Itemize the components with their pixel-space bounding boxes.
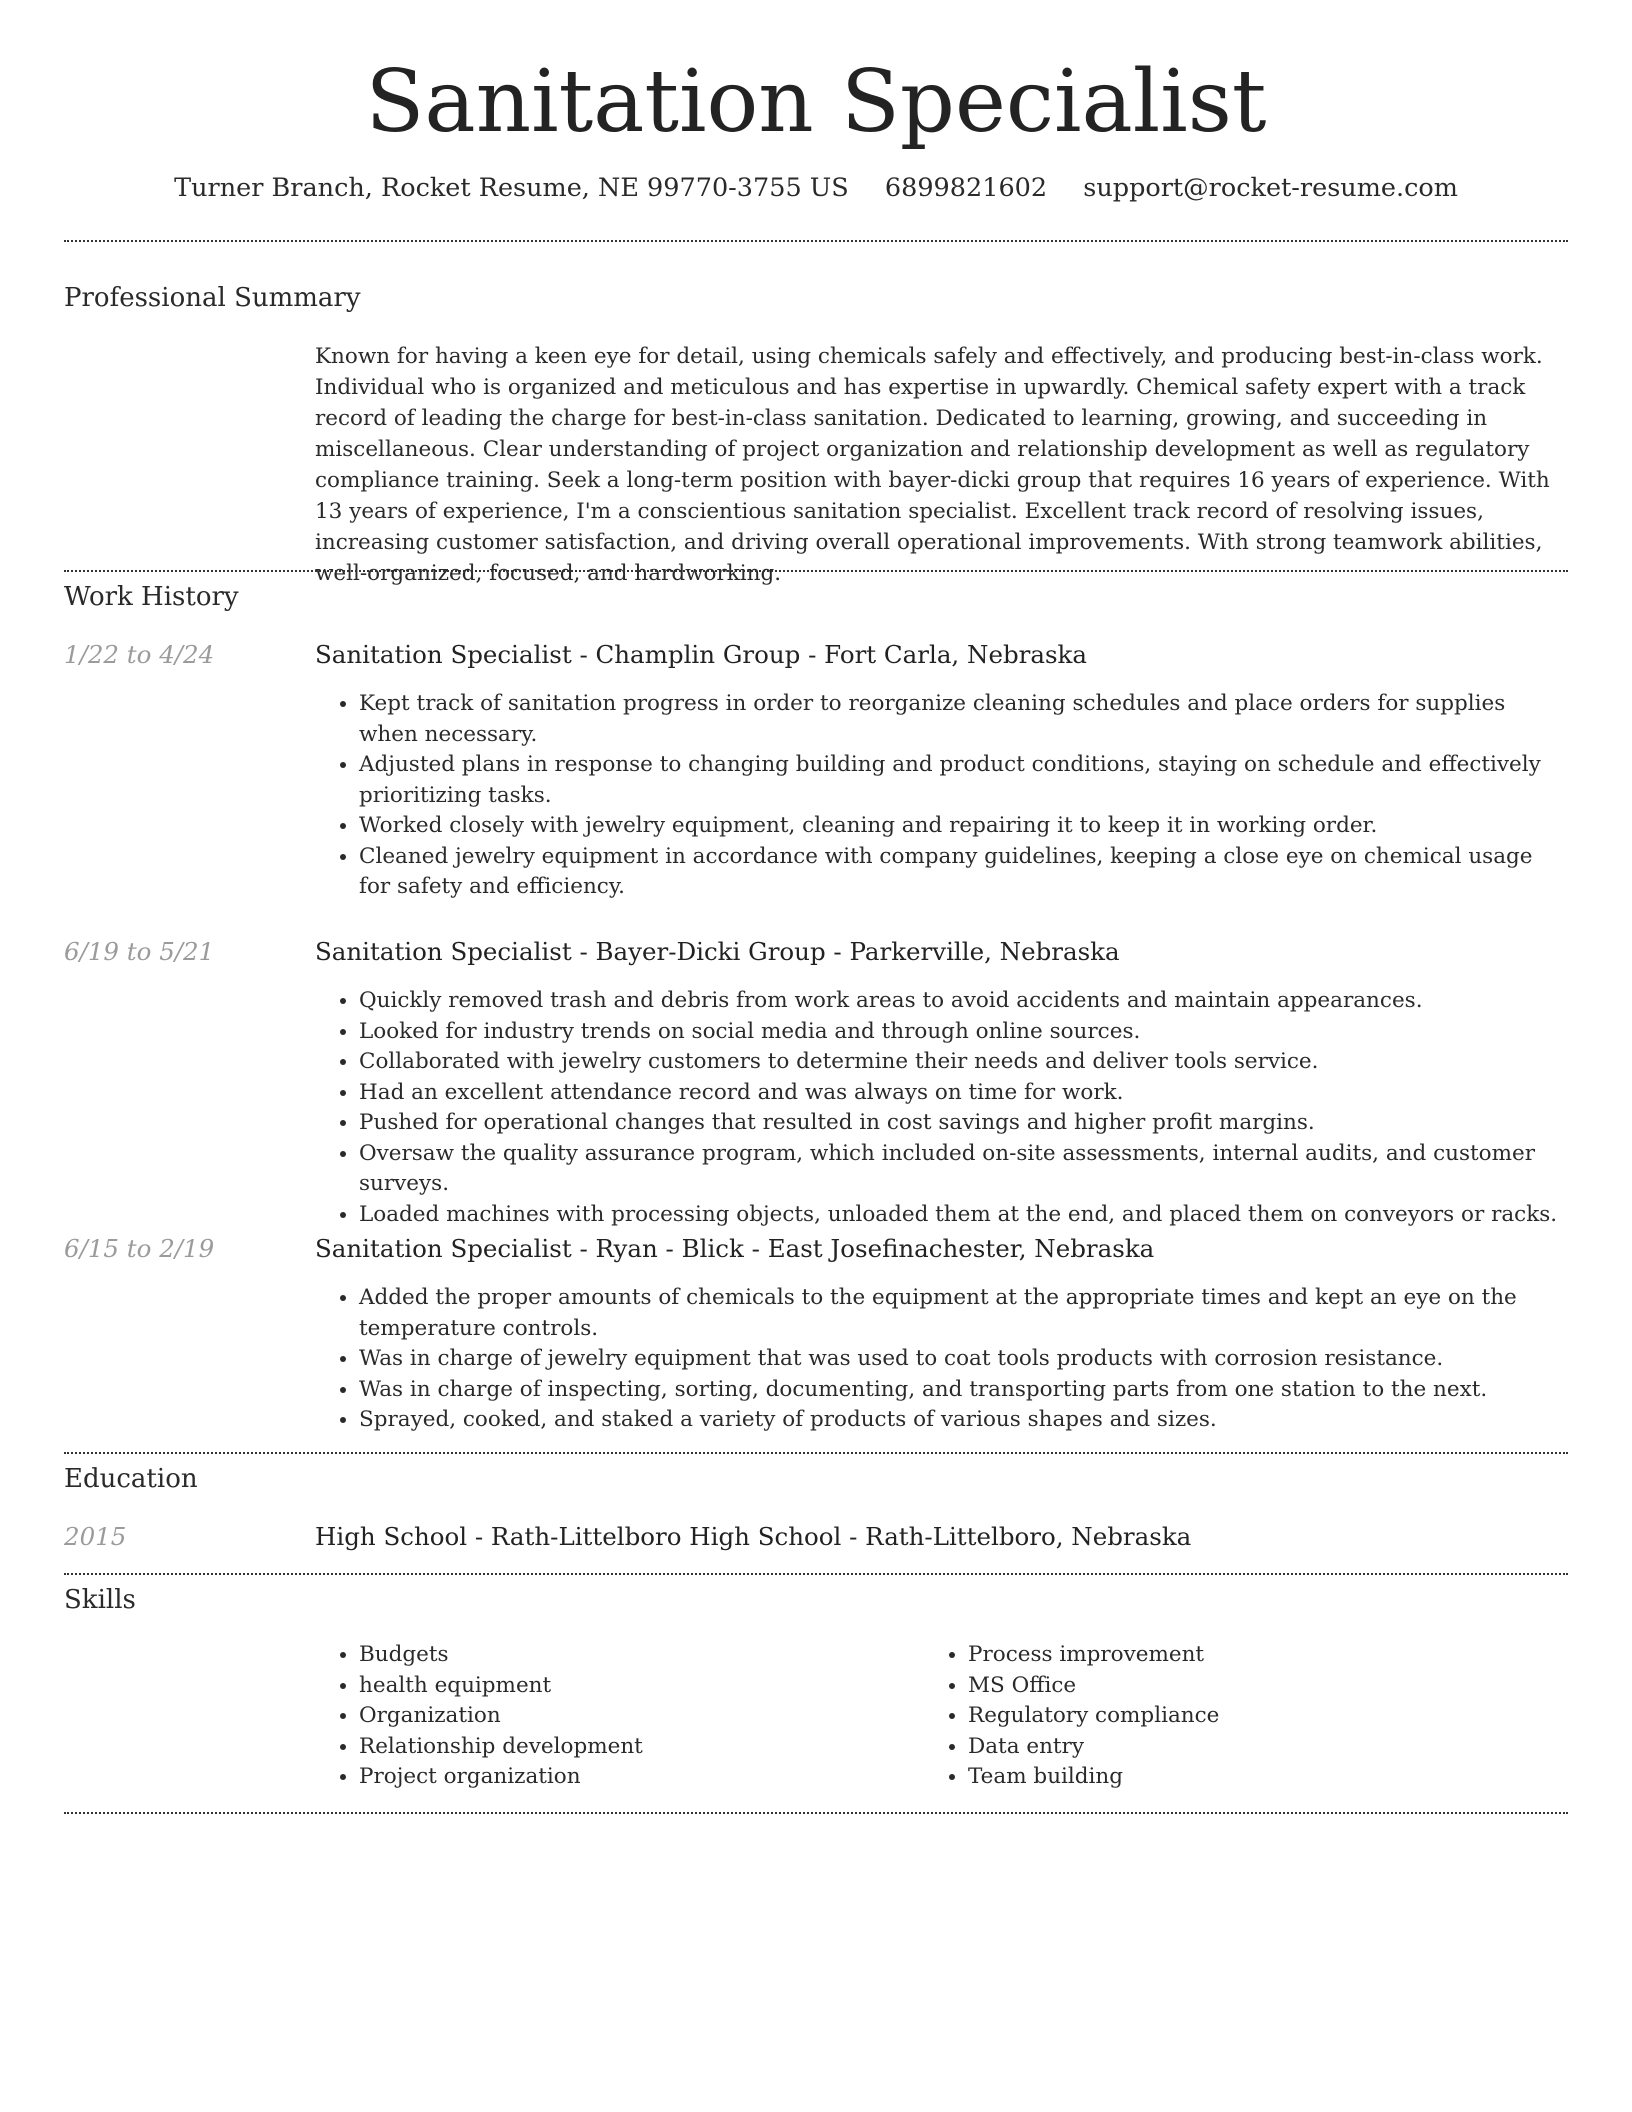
contact-email: support@rocket-resume.com — [1083, 173, 1458, 203]
contact-address: Turner Branch, Rocket Resume, NE 99770-3755 US — [174, 173, 849, 203]
contact-line — [0, 170, 1632, 206]
skill-item: • health equipment — [359, 1671, 875, 1702]
education-year: 2015 — [64, 1522, 127, 1551]
job-title: Sanitation Specialist - Bayer-Dicki Group - Parkerville, Nebraska — [315, 937, 1120, 966]
skill-item: • Data entry — [968, 1732, 1484, 1763]
job-dates: 6/19 to 5/21 — [64, 937, 215, 966]
skill-item: • MS Office — [968, 1671, 1484, 1702]
skills-list-left — [315, 1640, 875, 1793]
skill-item: • Organization — [359, 1701, 875, 1732]
section-title-education: Education — [64, 1464, 198, 1494]
education-entry: High School - Rath-Littelboro High School - Rath-Littelboro, Nebraska — [315, 1522, 1192, 1551]
divider — [64, 1812, 1568, 1814]
job-dates: 1/22 to 4/24 — [64, 640, 215, 669]
job-bullets — [315, 986, 1570, 1230]
job-bullet: • Loaded machines with processing objects, unloaded them at the end, and placed them on conveyors or racks. — [359, 1200, 1570, 1231]
divider — [64, 1573, 1568, 1575]
job-bullet: • Collaborated with jewelry customers to determine their needs and deliver tools service. — [359, 1047, 1570, 1078]
summary-text: Known for having a keen eye for detail, using chemicals safely and effectively, and producing best-in-class work. Individual who is organized and meticulous and has expertise in upwardly. Chemical safety expert with a track record of leading the charge for best-in-class sanitation. Dedicated to learning, growing, and succeeding in miscellaneous. Clear understanding of project organization and relationship development as well as regulatory compliance training. Seek a long-term position with bayer-dicki group that requires 16 years of experience. With 13 years of experience, I'm a conscientious sanitation specialist. Excellent track record of resolving issues, increasing customer satisfaction, and driving overall operational improvements. With strong teamwork abilities, well-organized, focused, and hardworking. — [315, 344, 1550, 586]
divider — [64, 1452, 1568, 1454]
skill-item: • Budgets — [359, 1640, 875, 1671]
job-bullet: • Looked for industry trends on social media and through online sources. — [359, 1017, 1570, 1048]
job-bullet: • Had an excellent attendance record and was always on time for work. — [359, 1078, 1570, 1109]
contact-phone: 6899821602 — [884, 173, 1048, 203]
job-bullets — [315, 689, 1570, 903]
skill-item: • Project organization — [359, 1762, 875, 1793]
job-bullet: • Adjusted plans in response to changing building and product conditions, staying on schedule and effectively prioritizing tasks. — [359, 750, 1570, 811]
job-bullet: • Kept track of sanitation progress in order to reorganize cleaning schedules and place orders for supplies when necessary. — [359, 689, 1570, 750]
job-bullet: • Sprayed, cooked, and staked a variety of products of various shapes and sizes. — [359, 1405, 1570, 1436]
section-title-work: Work History — [64, 582, 239, 612]
job-title: Sanitation Specialist - Champlin Group - Fort Carla, Nebraska — [315, 640, 1087, 669]
skill-item: • Relationship development — [359, 1732, 875, 1763]
job-bullet: • Cleaned jewelry equipment in accordance with company guidelines, keeping a close eye on chemical usage for safety and efficiency. — [359, 842, 1570, 903]
resume-name: Sanitation Specialist — [365, 52, 1267, 152]
skill-item: • Process improvement — [968, 1640, 1484, 1671]
skills-list-right — [924, 1640, 1484, 1793]
job-bullet: • Oversaw the quality assurance program, which included on-site assessments, internal audits, and customer surveys. — [359, 1139, 1570, 1200]
section-title-skills: Skills — [64, 1585, 136, 1615]
job-bullet: • Was in charge of inspecting, sorting, documenting, and transporting parts from one station to the next. — [359, 1375, 1570, 1406]
job-title: Sanitation Specialist - Ryan - Blick - East Josefinachester, Nebraska — [315, 1234, 1155, 1263]
job-bullet: • Added the proper amounts of chemicals to the equipment at the appropriate times and kept an eye on the temperature controls. — [359, 1283, 1570, 1344]
job-dates: 6/15 to 2/19 — [64, 1234, 215, 1263]
divider — [64, 570, 1568, 572]
section-title-summary: Professional Summary — [64, 283, 361, 313]
skill-item: • Regulatory compliance — [968, 1701, 1484, 1732]
job-bullet: • Was in charge of jewelry equipment that was used to coat tools products with corrosion resistance. — [359, 1344, 1570, 1375]
job-bullet: • Quickly removed trash and debris from work areas to avoid accidents and maintain appearances. — [359, 986, 1570, 1017]
skill-item: • Team building — [968, 1762, 1484, 1793]
job-bullets — [315, 1283, 1570, 1436]
job-bullet: • Pushed for operational changes that resulted in cost savings and higher profit margins. — [359, 1108, 1570, 1139]
divider — [64, 240, 1568, 242]
job-bullet: • Worked closely with jewelry equipment, cleaning and repairing it to keep it in working order. — [359, 811, 1570, 842]
